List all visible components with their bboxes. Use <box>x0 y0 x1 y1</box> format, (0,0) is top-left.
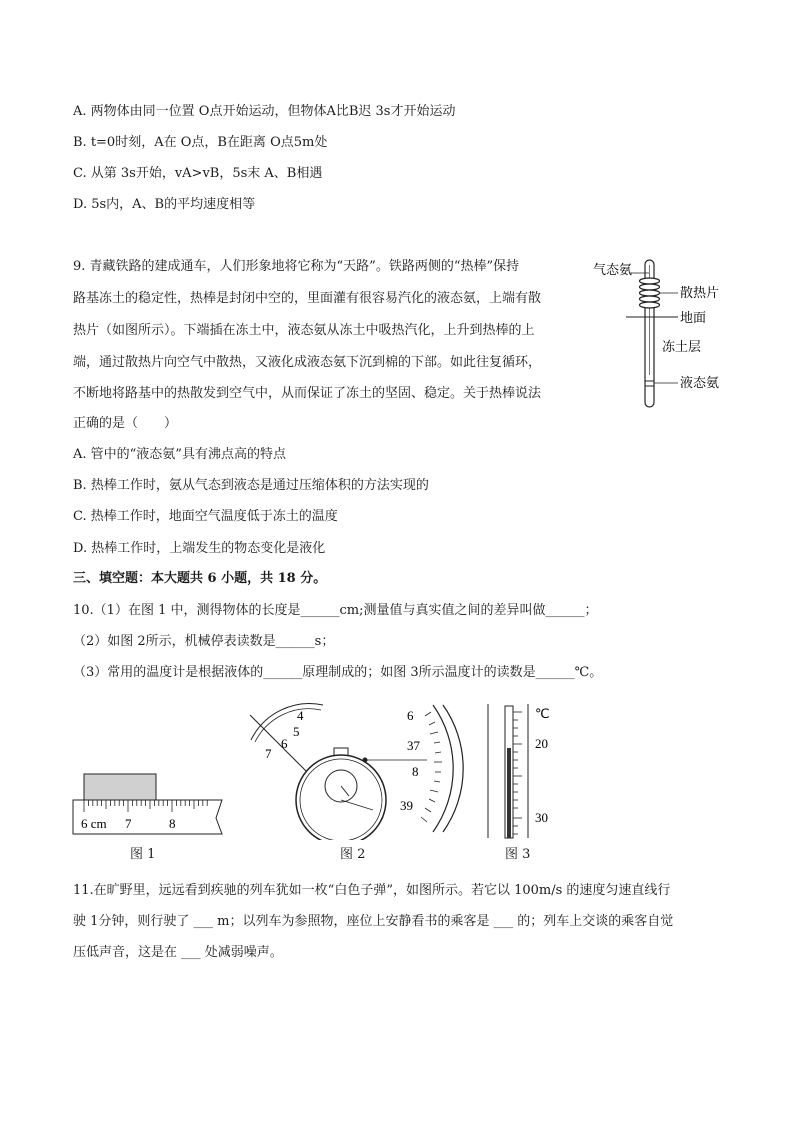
figure-caption: 图 3 <box>505 847 531 862</box>
second-tick-label: 8 <box>412 764 419 779</box>
second-tick-label: 6 <box>407 708 414 723</box>
q9-stem-line: 热片（如图所示）。下端插在冻土中，液态氨从冻土中吸热汽化，上升到热棒的上 <box>73 323 535 338</box>
q10-line: （3）常用的温度计是根据液体的______原理制成的；如图 3所示温度计的读数是______℃。 <box>73 665 603 680</box>
second-tick-label: 39 <box>400 798 413 813</box>
q8-option-d: D. 5s内，A、B的平均速度相等 <box>73 197 256 212</box>
thermometer-unit: ℃ <box>535 707 550 722</box>
q9-option-c: C. 热棒工作时，地面空气温度低于冻土的温度 <box>73 509 338 524</box>
q8-option-c: C. 从第 3s开始，vA>vB，5s末 A、B相遇 <box>73 166 323 181</box>
figure-caption: 图 1 <box>130 847 156 862</box>
q9-option-a: A. 管中的“液态氨”具有沸点高的特点 <box>73 447 286 462</box>
label-fins: 散热片 <box>680 286 720 301</box>
q9-stem-line: 正确的是（ ） <box>73 416 178 431</box>
section-heading: 三、填空题：本大题共 6 小题，共 18 分。 <box>73 571 327 586</box>
q8-option-b: B. t=0时刻，A在 O点，B在距离 O点5m处 <box>73 135 328 150</box>
minute-tick-label: 5 <box>293 724 300 739</box>
ruler-tick-label: 8 <box>169 816 176 831</box>
minute-tick-label: 6 <box>281 736 288 751</box>
second-tick-label: 37 <box>407 738 420 753</box>
q10-line: 10.（1）在图 1 中，测得物体的长度是______cm;测量值与真实值之间的差异叫做______； <box>73 603 598 618</box>
q9-stem-line: 不断地将路基中的热散发到空气中，从而保证了冻土的坚固、稳定。关于热棒说法 <box>73 386 542 401</box>
thermometer-tick-label: 20 <box>535 736 548 751</box>
q11-line: 驶 1分钟，则行驶了 ___ m；以列车为参照物，座位上安静看书的乘客是 ___ 的；列车上交谈的乘客自觉 <box>73 914 674 929</box>
q9-option-b: B. 热棒工作时，氨从气态到液态是通过压缩体积的方法实现的 <box>73 478 429 493</box>
q9-stem-line: 9. 青藏铁路的建成通车，人们形象地将它称为“天路”。铁路两侧的“热棒”保持 <box>73 259 520 274</box>
ruler-figure <box>70 770 230 840</box>
q9-stem-line: 端，通过散热片向空气中散热，又液化成液态氨下沉到棉的下部。如此往复循环， <box>73 355 542 370</box>
q9-stem-line: 路基冻土的稳定性，热棒是封闭中空的，里面灌有很容易汽化的液态氨，上端有散 <box>73 291 542 306</box>
q8-option-a: A. 两物体由同一位置 O点开始运动，但物体A比B迟 3s才开始运动 <box>73 104 456 119</box>
q11-line: 11.在旷野里，远远看到疾驰的列车犹如一枚“白色子弹”，如图所示。若它以 100m/s 的速度匀速直线行 <box>73 883 671 898</box>
label-liquid-ammonia: 液态氨 <box>680 376 720 391</box>
minute-tick-label: 7 <box>265 746 272 761</box>
q10-line: （2）如图 2所示，机械停表读数是______s； <box>73 634 335 649</box>
label-gas-ammonia: 气态氨 <box>593 263 633 278</box>
minute-tick-label: 4 <box>297 708 304 723</box>
q11-line: 压低声音，这是在 ___ 处减弱噪声。 <box>73 945 283 960</box>
label-frozen-soil: 冻土层 <box>662 340 702 355</box>
thermometer-tick-label: 30 <box>535 810 548 825</box>
q9-option-d: D. 热棒工作时，上端发生的物态变化是液化 <box>73 541 326 556</box>
label-ground: 地面 <box>680 311 707 326</box>
stopwatch-figure <box>245 700 465 840</box>
thermometer-figure <box>480 700 560 840</box>
ruler-tick-label: 7 <box>125 816 132 831</box>
ruler-tick-label: 6 cm <box>81 816 107 831</box>
figure-caption: 图 2 <box>340 847 366 862</box>
heat-pipe-figure <box>590 255 750 415</box>
